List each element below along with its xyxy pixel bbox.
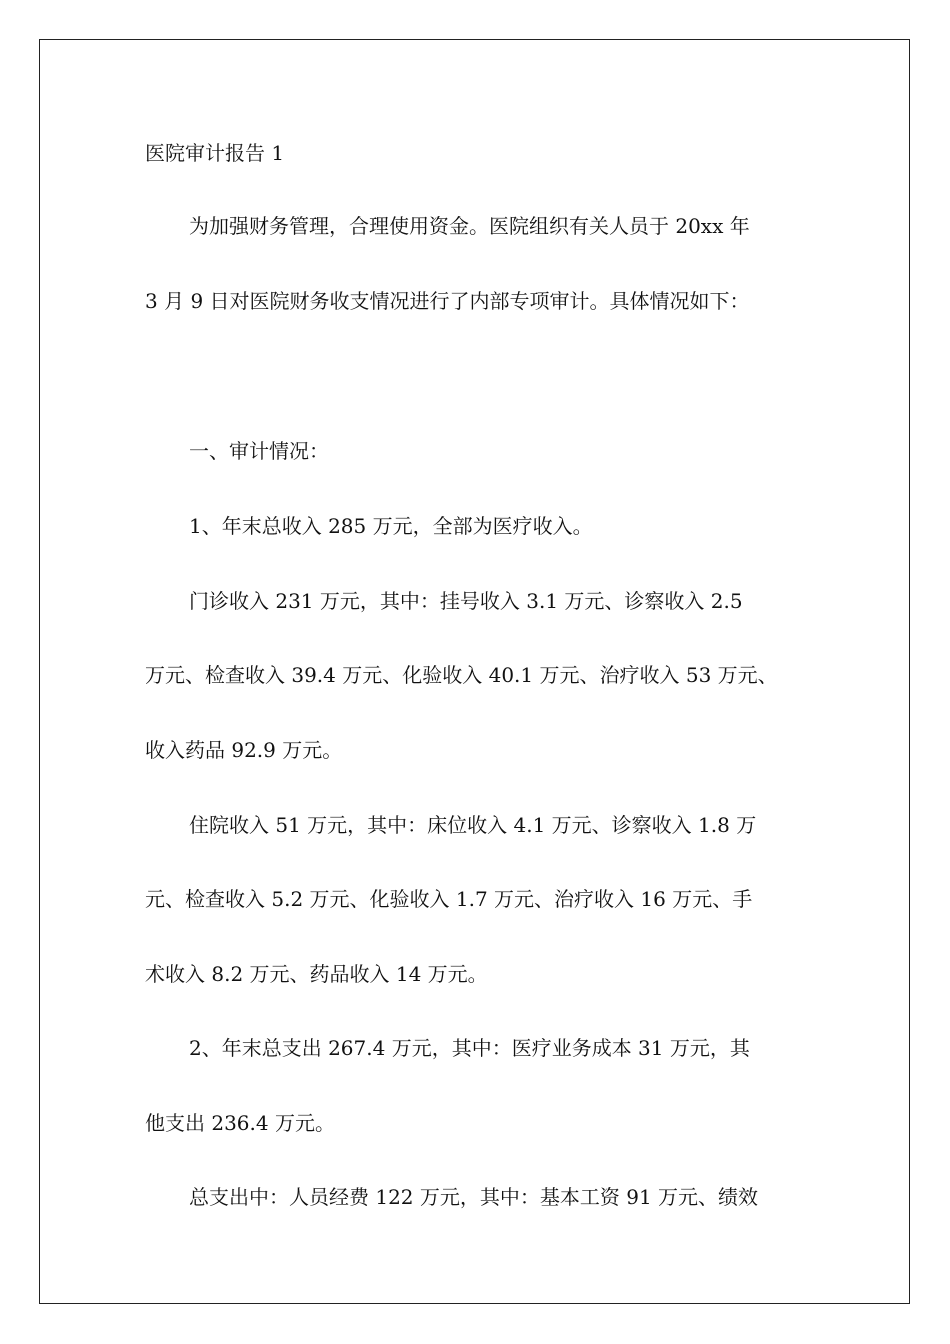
document-title: 医院审计报告 1 bbox=[145, 141, 285, 165]
section-heading-audit: 一、审计情况： bbox=[189, 439, 329, 463]
paragraph-line-inpatient-1: 住院收入 51 万元，其中：床位收入 4.1 万元、诊察收入 1.8 万 bbox=[189, 813, 757, 837]
paragraph-line-expenditure-2: 他支出 236.4 万元。 bbox=[145, 1111, 335, 1135]
paragraph-line-inpatient-2: 元、检查收入 5.2 万元、化验收入 1.7 万元、治疗收入 16 万元、手 bbox=[145, 887, 753, 911]
paragraph-line-outpatient-1: 门诊收入 231 万元，其中：挂号收入 3.1 万元、诊察收入 2.5 bbox=[189, 589, 743, 613]
paragraph-line-total-income: 1、年末总收入 285 万元，全部为医疗收入。 bbox=[189, 514, 593, 538]
paragraph-line-outpatient-2: 万元、检查收入 39.4 万元、化验收入 40.1 万元、治疗收入 53 万元、 bbox=[145, 663, 778, 687]
paragraph-line-inpatient-3: 术收入 8.2 万元、药品收入 14 万元。 bbox=[145, 962, 488, 986]
paragraph-line-outpatient-3: 收入药品 92.9 万元。 bbox=[145, 738, 343, 762]
paragraph-line-intro-2: 3 月 9 日对医院财务收支情况进行了内部专项审计。具体情况如下： bbox=[145, 289, 750, 313]
paragraph-line-expenditure-1: 2、年末总支出 267.4 万元，其中：医疗业务成本 31 万元，其 bbox=[189, 1036, 750, 1060]
paragraph-line-personnel-1: 总支出中：人员经费 122 万元，其中：基本工资 91 万元、绩效 bbox=[189, 1185, 759, 1209]
paragraph-line-intro-1: 为加强财务管理，合理使用资金。医院组织有关人员于 20xx 年 bbox=[189, 214, 750, 238]
